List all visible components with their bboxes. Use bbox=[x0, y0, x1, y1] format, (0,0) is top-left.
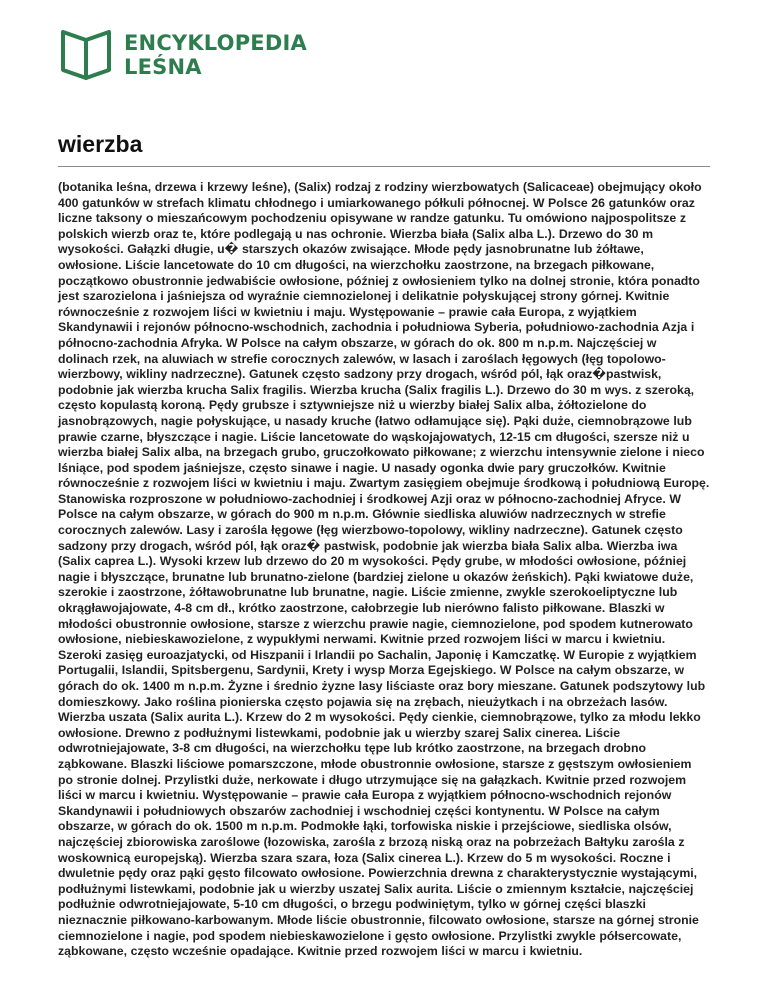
logo-line-2: LEŚNA bbox=[124, 55, 202, 79]
title-divider bbox=[58, 166, 710, 167]
page-title: wierzba bbox=[58, 131, 143, 157]
logo-text bbox=[124, 31, 307, 79]
logo-line-1: ENCYKLOPEDIA bbox=[124, 31, 307, 55]
site-logo[interactable] bbox=[58, 30, 307, 80]
open-book-icon bbox=[58, 30, 114, 80]
article-body: (botanika leśna, drzewa i krzewy leśne), (Salix) rodzaj z rodziny wierzbowatych (Salicaceae) obejmujący około 400 gatunków w strefach klimatu chłodnego i umiarkowanego półkuli północnej. W Polsce 26 gatunków oraz liczne taksony o mieszańcowym pochodzeniu opisywane w randze gatunku. Tu omówiono najpospolitsze z polskich wierzb oraz te, które podlegają u nas ochronie. Wierzba biała (Salix alba L.). Drzewo do 30 m wysokości. Gałązki długie, u� starszych okazów zwisające. Młode pędy jasnobrunatne lub żółtawe, owłosione. Liście lancetowate do 10 cm długości, na wierzchołku zaostrzone, na brzegach piłkowane, początkowo obustronnie jedwabiście owłosione, później z owłosieniem tylko na dolnej stronie, która ponadto jest szarozielona i jaśniejsza od wyraźnie ciemnozielonej i delikatnie połyskującej strony górnej. Kwitnie równocześnie z rozwojem liści w kwietniu i maju. Występowanie – prawie cała Europa, z wyjątkiem Skandynawii i rejonów północno-wschodnich, zachodnia i południowa Syberia, południowo-zachodnia Azja i północno-zachodnia Afryka. W Polsce na całym obszarze, w górach do ok. 800 m n.p.m. Najczęściej w dolinach rzek, na aluwiach w strefie corocznych zalewów, w lasach i zaroślach łęgowych (łęg topolowo-wierzbowy, wikliny nadrzeczne). Gatunek często sadzony przy drogach, wśród pól, łąk oraz�pastwisk, podobnie jak wierzba krucha Salix fragilis. Wierzba krucha (Salix fragilis L.). Drzewo do 30 m wys. z szeroką, często kopulastą koroną. Pędy grubsze i sztywniejsze niż u wierzby białej Salix alba, żółtozielone do jasnobrązowych, nagie połyskujące, u nasady kruche (łatwo odłamujące się). Pąki duże, ciemnobrązowe lub prawie czarne, błyszczące i nagie. Liście lancetowate do wąskojajowatych, 12-15 cm długości, szersze niż u wierzba białej Salix alba, na brzegach grubo, gruczołkowato piłkowane; z wierzchu intensywnie zielone i nieco lśniące, pod spodem jaśniejsze, często sinawe i nagie. U nasady ogonka dwie pary gruczołków. Kwitnie równocześnie z rozwojem liści w kwietniu i maju. Zwartym zasięgiem obejmuje środkową i południową Europę. Stanowiska rozproszone w południowo-zachodniej i środkowej Azji oraz w północno-zachodniej Afryce. W Polsce na całym obszarze, w górach do 900 m n.p.m. Głównie siedliska aluwiów nadrzecznych w strefie corocznych zalewów. Lasy i zarośla łęgowe (łęg wierzbowo-topolowy, wikliny nadrzeczne). Gatunek często sadzony przy drogach, wśród pól, łąk oraz� pastwisk, podobnie jak wierzba biała Salix alba. Wierzba iwa (Salix caprea L.). Wysoki krzew lub drzewo do 20 m wysokości. Pędy grube, w młodości owłosione, później nagie i błyszczące, brunatne lub brunatno-zielone (bardziej zielone u okazów żeńskich). Pąki kwiatowe duże, szerokie i zaostrzone, żółtawobrunatne lub brunatne, nagie. Liście zmienne, zwykle szerokoeliptyczne lub okrągławojajowate, 4-8 cm dł., krótko zaostrzone, całobrzegie lub nierówno falisto piłkowane. Blaszki w młodości obustronnie owłosione, starsze z wierzchu prawie nagie, ciemnozielone, pod spodem kutnerowato owłosione, niebieskawozielone, z wypukłymi nerwami. Kwitnie przed rozwojem liści w marcu i kwietniu. Szeroki zasięg euroazjatycki, od Hiszpanii i Irlandii po Sachalin, Japonię i Kamczatkę. W Europie z wyjątkiem Portugalii, Islandii, Spitsbergenu, Sardynii, Krety i wysp Morza Egejskiego. W Polsce na całym obszarze, w górach do ok. 1400 m n.p.m. Żyzne i średnio żyzne lasy liściaste oraz bory mieszane. Gatunek podszytowy lub domieszkowy. Jako roślina pionierska często pojawia się na zrębach, nieużytkach i na obrzeżach lasów. Wierzba uszata (Salix aurita L.). Krzew do 2 m wysokości. Pędy cienkie, ciemnobrązowe, tylko za młodu lekko owłosione. Drewno z podłużnymi listewkami, podobnie jak u wierzby szarej Salix cinerea. Liście odwrotniejajowate, 3-8 cm długości, na wierzchołku tępe lub krótko zaostrzone, na brzegach drobno ząbkowane. Blaszki liściowe pomarszczone, młode obustronnie owłosione, starsze z gęstszym owłosieniem po stronie dolnej. Przylistki duże, nerkowate i długo utrzymujące się na gałązkach. Kwitnie przed rozwojem liści w marcu i kwietniu. Występowanie – prawie cała Europa z wyjątkiem północno-wschodnich rejonów Skandynawii i południowych obszarów zachodniej i wschodniej części kontynentu. W Polsce na całym obszarze, w górach do ok. 1500 m n.p.m. Podmokłe łąki, torfowiska niskie i przejściowe, siedliska olsów, najczęściej zbiorowiska zaroślowe (łozowiska, zarośla z brzozą niską oraz na pobrzeżach Bałtyku zarośla z woskownicą europejską). Wierzba szara szara, łoza (Salix cinerea L.). Krzew do 5 m wysokości. Roczne i dwuletnie pędy oraz pąki gęsto filcowato owłosione. Powierzchnia drewna z charakterystycznie wystającymi, podłużnymi listewkami, podobnie jak u wierzby uszatej Salix aurita. Liście o zmiennym kształcie, najczęściej podłużnie odwrotniejajowate, 5-10 cm długości, o brzegu podwiniętym, tylko w górnej części blaszki nieznacznie piłkowano-karbowanym. Młode liście obustronnie, filcowato owłosione, starsze na górnej stronie ciemnozielone i nagie, pod spodem niebieskawozielone i gęsto owłosione. Przylistki zwykle półsercowate, ząbkowane, często wcześnie opadające. Kwitnie przed rozwojem liści w marcu i kwietniu. bbox=[58, 180, 710, 959]
